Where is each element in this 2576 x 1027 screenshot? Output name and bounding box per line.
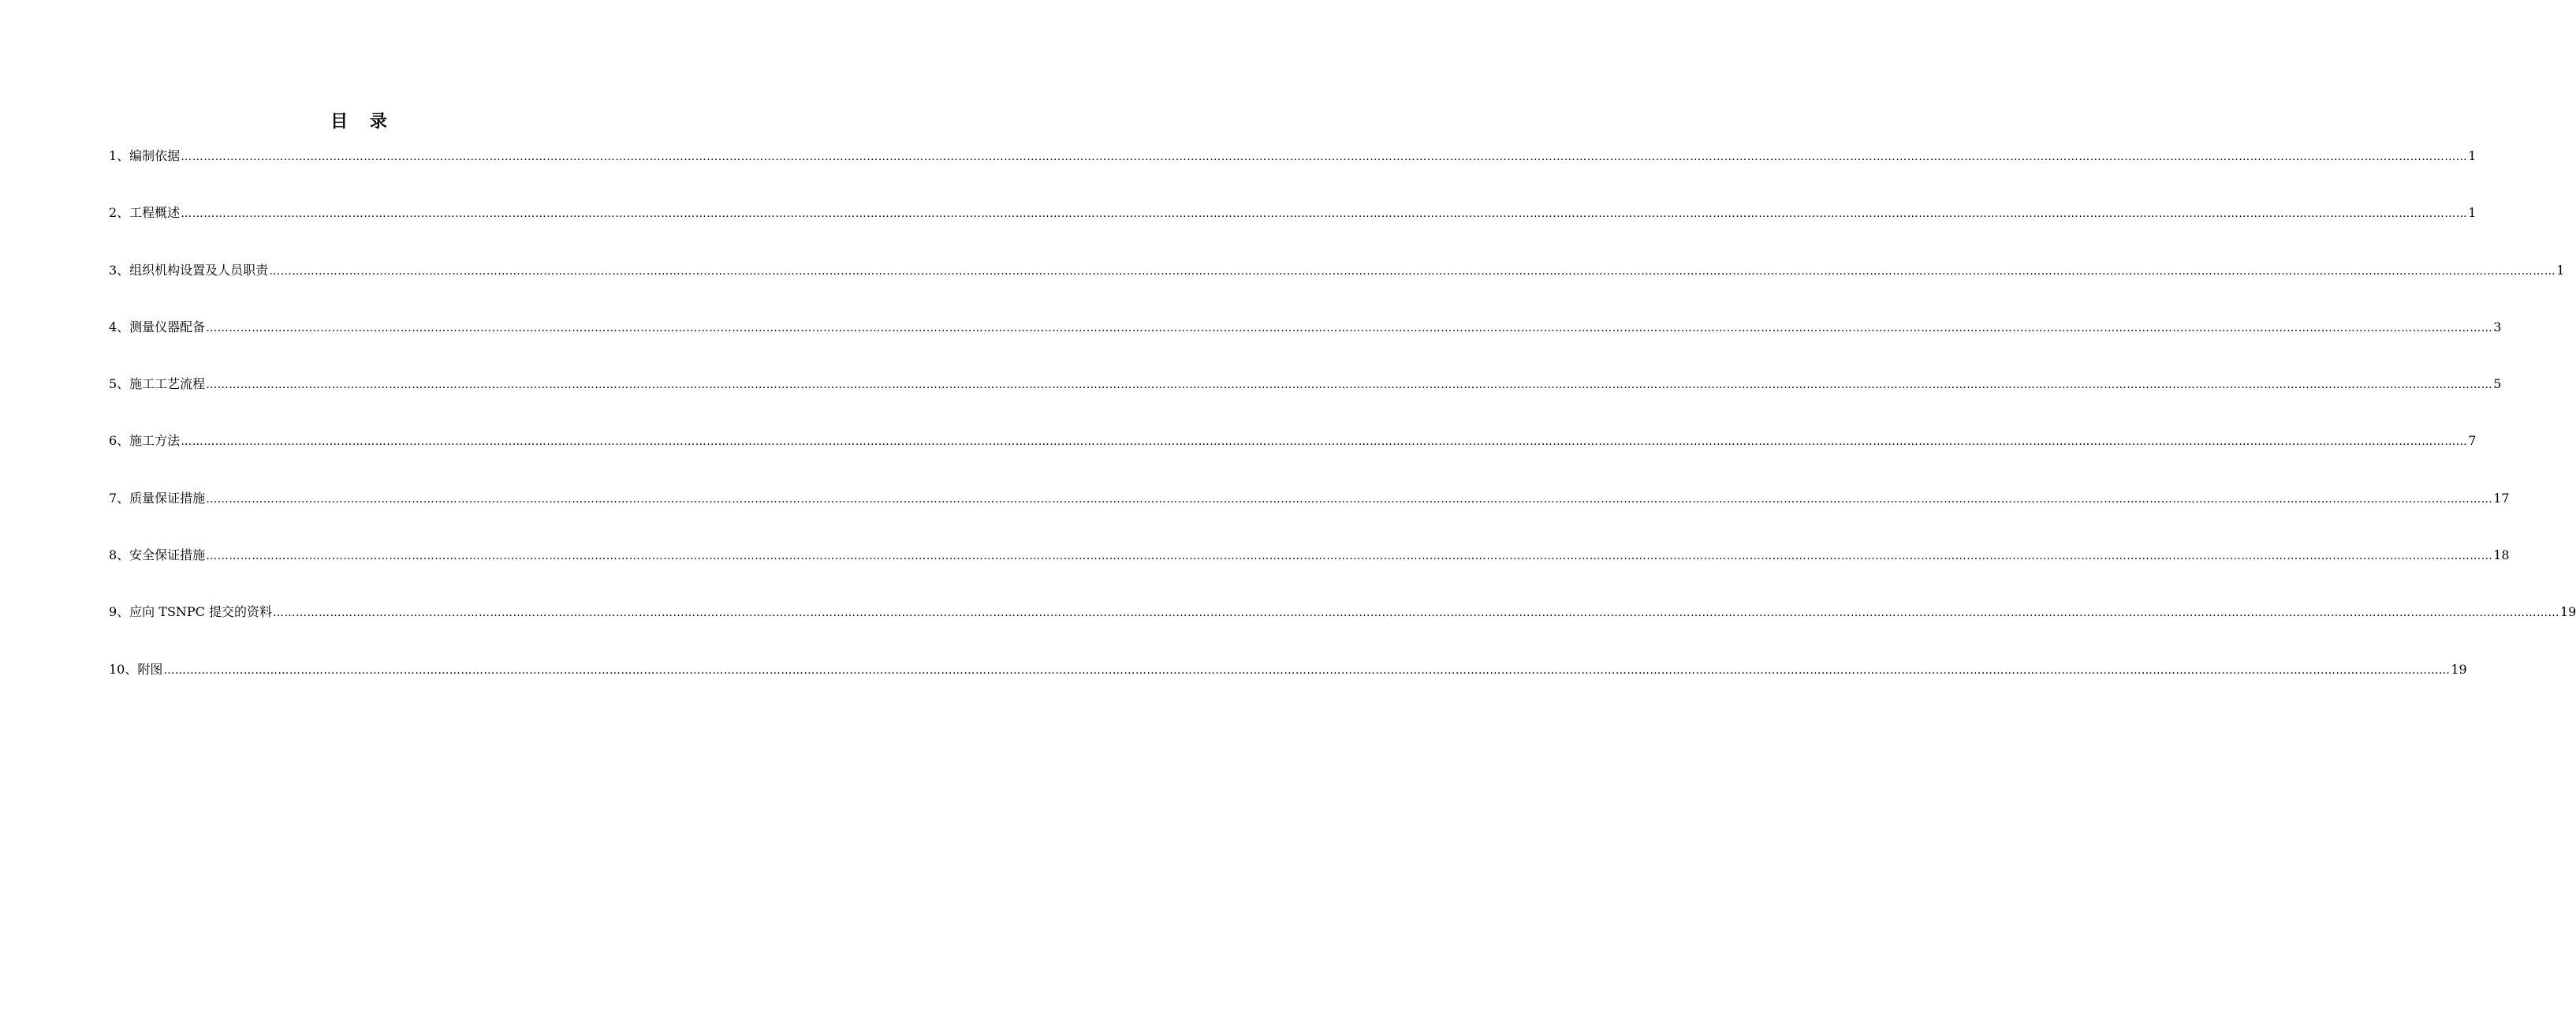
toc-entry[interactable] <box>109 204 2477 260</box>
toc-entry-label: 2、工程概述 <box>109 205 181 221</box>
toc-dot-leader: …………………………………………………………………………………………………………………………………………………………………………………………………………………………………………………………………………………………………………………………………………………………………………………………………………………………………………………………………………………………………………………………………………………… <box>181 151 2468 163</box>
toc-entry[interactable] <box>109 261 2565 318</box>
toc-entry-page: 3 <box>2493 319 2502 334</box>
toc-entry[interactable] <box>109 375 2502 431</box>
toc-entry[interactable] <box>109 660 2467 717</box>
toc-entry-page: 1 <box>2556 262 2565 278</box>
toc-dot-leader: …………………………………………………………………………………………………………………………………………………………………………………………………………………………………………………………………………………………………………………………………………………………………………………………………………………………………………………………………………………………………………………………………………………… <box>206 379 2493 392</box>
toc-entry-page: 1 <box>2468 148 2477 163</box>
toc-entry-label: 10、附图 <box>109 661 163 677</box>
toc-entry-page: 5 <box>2493 376 2502 392</box>
toc-entry[interactable] <box>109 147 2477 204</box>
toc-entry-label: 9、应向 TSNPC 提交的资料 <box>109 604 272 620</box>
toc-entry[interactable] <box>109 318 2502 375</box>
toc-entry-label: 7、质量保证措施 <box>109 490 206 506</box>
toc-entry[interactable] <box>109 489 2510 546</box>
toc-entry-page: 17 <box>2493 490 2510 506</box>
toc-entry-label: 5、施工工艺流程 <box>109 376 206 392</box>
toc-entry-page: 1 <box>2468 205 2477 221</box>
toc-dot-leader: …………………………………………………………………………………………………………………………………………………………………………………………………………………………………………………………………………………………………………………………………………………………………………………………………………………………………………………………………………………………………………………………………………………… <box>181 207 2468 221</box>
toc-entry-label: 8、安全保证措施 <box>109 547 206 563</box>
toc-dot-leader: …………………………………………………………………………………………………………………………………………………………………………………………………………………………………………………………………………………………………………………………………………………………………………………………………………………………………………………………………………………………………………………………………………………… <box>273 607 2559 620</box>
toc-entry-label: 4、测量仪器配备 <box>109 319 206 334</box>
toc-dot-leader: …………………………………………………………………………………………………………………………………………………………………………………………………………………………………………………………………………………………………………………………………………………………………………………………………………………………………………………………………………………………………………………………………………………… <box>206 321 2493 334</box>
toc-list <box>109 147 2576 717</box>
toc-dot-leader: …………………………………………………………………………………………………………………………………………………………………………………………………………………………………………………………………………………………………………………………………………………………………………………………………………………………………………………………………………………………………………………………………………………… <box>206 550 2493 563</box>
toc-entry-page: 18 <box>2493 547 2510 563</box>
toc-dot-leader: …………………………………………………………………………………………………………………………………………………………………………………………………………………………………………………………………………………………………………………………………………………………………………………………………………………………………………………………………………………………………………………………………………………… <box>206 492 2493 506</box>
toc-dot-leader: …………………………………………………………………………………………………………………………………………………………………………………………………………………………………………………………………………………………………………………………………………………………………………………………………………………………………………………………………………………………………………………………………………………… <box>269 264 2556 278</box>
toc-entry[interactable] <box>109 603 2576 659</box>
toc-dot-leader: …………………………………………………………………………………………………………………………………………………………………………………………………………………………………………………………………………………………………………………………………………………………………………………………………………………………………………………………………………………………………………………………………………………… <box>181 435 2468 449</box>
toc-entry-page: 19 <box>2560 604 2576 620</box>
toc-dot-leader: …………………………………………………………………………………………………………………………………………………………………………………………………………………………………………………………………………………………………………………………………………………………………………………………………………………………………………………………………………………………………………………………………………………… <box>163 663 2451 677</box>
toc-entry-label: 3、组织机构设置及人员职责 <box>109 262 269 278</box>
toc-entry-label: 1、编制依据 <box>109 148 181 163</box>
toc-entry-page: 7 <box>2468 433 2477 449</box>
toc-entry[interactable] <box>109 546 2510 603</box>
toc-title: 目 录 <box>330 112 395 132</box>
toc-entry-label: 6、施工方法 <box>109 433 181 449</box>
toc-entry-page: 19 <box>2451 661 2467 677</box>
toc-entry[interactable] <box>109 431 2477 488</box>
